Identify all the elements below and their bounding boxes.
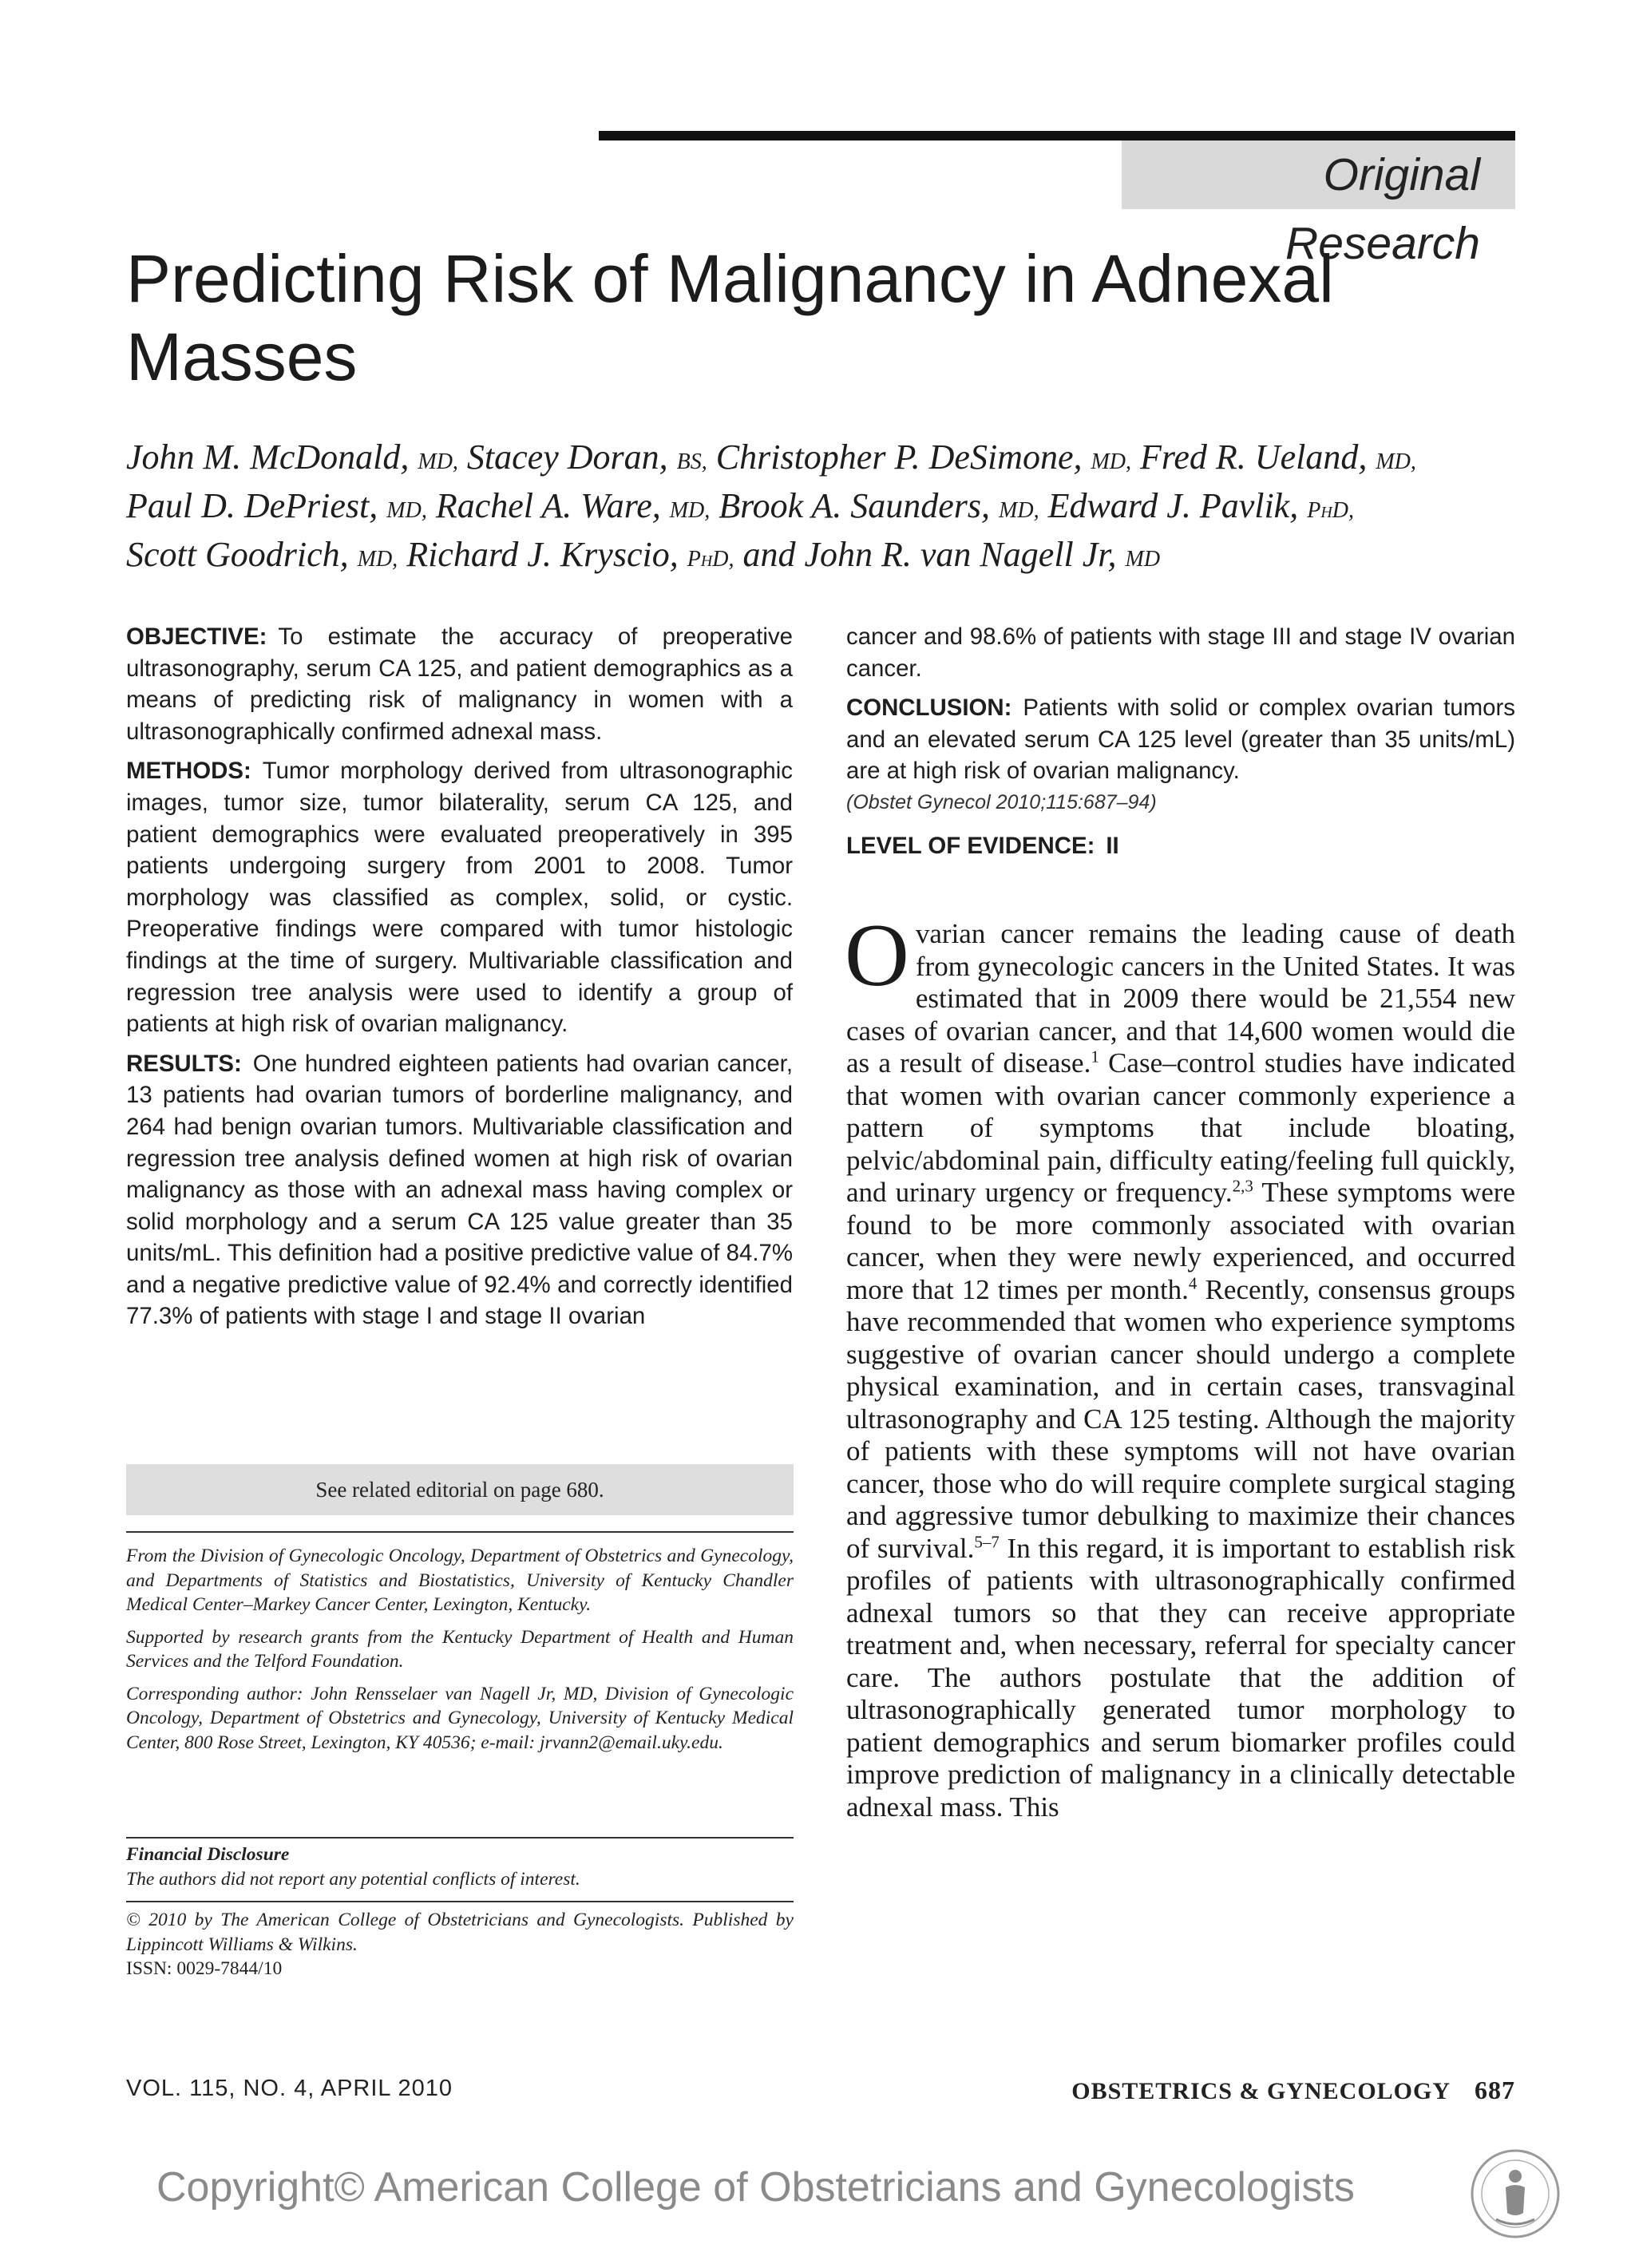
body-text-segment: varian cancer remains the leading cause of death from gynecologic cancers in the United States. It was estimated that in 2009 there would be 21,554 new cases of ovarian cancer, and that 14,600 women would die as a result of disease. xyxy=(846,918,1515,1079)
reference-marker: 1 xyxy=(1091,1047,1099,1067)
abstract-objective xyxy=(126,621,793,747)
abstract-results xyxy=(126,1048,793,1332)
publication-copyright: © 2010 by The American College of Obstetricians and Gynecologists. Published by Lippincott Williams & Wilkins. xyxy=(126,1910,794,1955)
author-name: Paul D. DePriest, xyxy=(126,486,378,525)
abstract-conclusion xyxy=(846,692,1515,787)
reference-marker: 5–7 xyxy=(974,1531,1000,1551)
author-degree: MD, xyxy=(999,498,1039,523)
conclusion-label: CONCLUSION: xyxy=(846,695,1012,722)
disclosure-title: Financial Disclosure xyxy=(126,1844,290,1865)
author-degree: PhD, xyxy=(687,547,734,572)
body-text-segment: These symptoms were found to be more commonly associated with ovarian cancer, when they were newly experienced, and occurred more that 12 times per month. xyxy=(846,1177,1515,1305)
author-degree: MD, xyxy=(669,498,711,523)
related-editorial-note: See related editorial on page 680. xyxy=(126,1464,794,1515)
author-degree: BS, xyxy=(676,449,707,474)
level-label: LEVEL OF EVIDENCE: xyxy=(846,832,1095,859)
methods-label: METHODS: xyxy=(126,758,251,785)
body-text-segment: Case–control studies have indicated that women with ovarian cancer commonly experience a pattern of symptoms that include bloating, pelvic/abdominal pain, difficulty eating/feeling full quickly, and urinary urgency or frequency. xyxy=(846,1047,1515,1208)
author-name: Stacey Doran, xyxy=(466,437,668,477)
level-of-evidence xyxy=(846,830,1515,862)
level-value: II xyxy=(1106,832,1119,859)
affiliation-note: From the Division of Gynecologic Oncology, Department of Obstetrics and Gynecology, and Departments of Statistics and Biostatistics, University of Kentucky Chandler Medical Center–Markey Cancer Center, Lexington, Kentucky. xyxy=(126,1546,794,1615)
reference-marker: 4 xyxy=(1188,1273,1198,1292)
author-degree: PhD, xyxy=(1307,498,1354,523)
publication-notes xyxy=(126,1908,794,1981)
abstract-right-column xyxy=(846,621,1515,869)
copyright-watermark: Copyright© American College of Obstetricians and Gynecologists xyxy=(156,2164,1355,2211)
page-number: 687 xyxy=(1475,2076,1515,2104)
journal-footer xyxy=(1071,2076,1515,2105)
author-name: Brook A. Saunders, xyxy=(719,486,991,525)
author-name: John M. McDonald, xyxy=(126,437,410,477)
results-label: RESULTS: xyxy=(126,1050,242,1077)
journal-name: OBSTETRICS & GYNECOLOGY xyxy=(1071,2078,1451,2104)
methods-text: Tumor morphology derived from ultrasonographic images, tumor size, tumor bilaterality, serum CA 125, and patient demographics were evaluated preoperatively in 395 patients undergoing surgery from 2001 to 2008. Tumor morphology was classified as complex, solid, or cystic. Preoperative findings were compared with tumor histologic findings at the time of surgery. Multivariable classification and regression tree analysis were used to identify a group of patients at high risk of ovarian malignancy. xyxy=(126,758,793,1038)
body-text-segment: In this regard, it is important to establish risk profiles of patients with ultrasonographically confirmed adnexal tumors so that they can receive appropriate treatment and, when necessary, referral for specialty cancer care. The authors postulate that the addition of ultrasonographically generated tumor morphology to patient demographics and serum biomarker profiles could improve prediction of malignancy in a clinically detectable adnexal mass. This xyxy=(846,1532,1515,1823)
copyright-divider xyxy=(126,1901,794,1902)
corresponding-author-note: Corresponding author: John Rensselaer van Nagell Jr, MD, Division of Gynecologic Oncology, Department of Obstetrics and Gynecology, University of Kentucky Medical Center, 800 Rose Street, Lexington, KY 40536; e-mail: jrvann2@email.uky.edu. xyxy=(126,1683,794,1753)
author-degree: MD, xyxy=(418,449,458,474)
conclusion-text: Patients with solid or complex ovarian tumors and an elevated serum CA 125 level (greater than 35 units/mL) are at high risk of ovarian malignancy. xyxy=(846,695,1515,785)
author-degree: MD xyxy=(1125,547,1161,572)
author-name: Christopher P. DeSimone, xyxy=(715,437,1083,477)
author-degree: MD, xyxy=(357,547,398,572)
results-text: One hundred eighteen patients had ovarian cancer, 13 patients had ovarian tumors of borderline malignancy, and 264 had benign ovarian tumors. Multivariable classification and regression tree analysis defined women at high risk of ovarian malignancy as those with an adnexal mass having complex or solid morphology and a serum CA 125 value greater than 35 units/mL. This definition had a positive predictive value of 84.7% and a negative predictive value of 92.4% and correctly identified 77.3% of patients with stage I and stage II ovarian xyxy=(126,1050,793,1330)
objective-label: OBJECTIVE: xyxy=(126,623,267,650)
notes-divider xyxy=(126,1531,794,1533)
article-title: Predicting Risk of Malignancy in Adnexal Masses xyxy=(126,241,1334,394)
results-continued: cancer and 98.6% of patients with stage III and stage IV ovarian cancer. xyxy=(846,623,1515,682)
author-name: Edward J. Pavlik, xyxy=(1047,486,1299,525)
body-text-segment: Recently, consensus groups have recommended that women who experience symptoms suggestive of ovarian cancer should undergo a complete physical examination, and in certain cases, transvaginal ultrasonography and CA 125 testing. Although the majority of patients with these symptoms will not have ovarian cancer, those who do will require complete surgical staging and aggressive tumor debulking to maximize their chances of survival. xyxy=(846,1273,1515,1564)
objective-text: To estimate the accuracy of preoperative ultrasonography, serum CA 125, and patient demographics as a means of predicting risk of malignancy in women with a ultrasonographically confirmed adnexal mass. xyxy=(126,623,793,745)
citation: (Obstet Gynecol 2010;115:687–94) xyxy=(846,790,1157,813)
financial-disclosure xyxy=(126,1843,794,1891)
volume-info: VOL. 115, NO. 4, APRIL 2010 xyxy=(126,2076,453,2101)
author-notes xyxy=(126,1544,794,1763)
author-name: Fred R. Ueland, xyxy=(1140,437,1368,477)
author-degree: MD, xyxy=(1091,449,1132,474)
author-list xyxy=(126,435,1499,581)
issn: ISSN: 0029-7844/10 xyxy=(126,1958,283,1979)
reference-marker: 2,3 xyxy=(1232,1176,1253,1196)
disclosure-text: The authors did not report any potential conflicts of interest. xyxy=(126,1868,580,1890)
support-note: Supported by research grants from the Kentucky Department of Health and Human Services and the Telford Foundation. xyxy=(126,1626,794,1672)
author-name: Scott Goodrich, xyxy=(126,535,349,574)
author-name: and John R. van Nagell Jr, xyxy=(742,535,1117,574)
abstract-methods xyxy=(126,755,793,1039)
abstract-left-column xyxy=(126,621,793,1340)
body-paragraph xyxy=(845,906,1515,1823)
acog-seal-icon xyxy=(1467,2146,1563,2242)
header-rule xyxy=(599,131,1515,141)
author-name: Rachel A. Ware, xyxy=(435,486,661,525)
author-degree: MD, xyxy=(1376,449,1416,474)
disclosure-divider xyxy=(126,1837,794,1839)
author-degree: MD, xyxy=(386,498,427,523)
drop-cap: O xyxy=(845,906,909,1005)
section-label: Original Research xyxy=(1122,141,1515,209)
author-name: Richard J. Kryscio, xyxy=(406,535,679,574)
